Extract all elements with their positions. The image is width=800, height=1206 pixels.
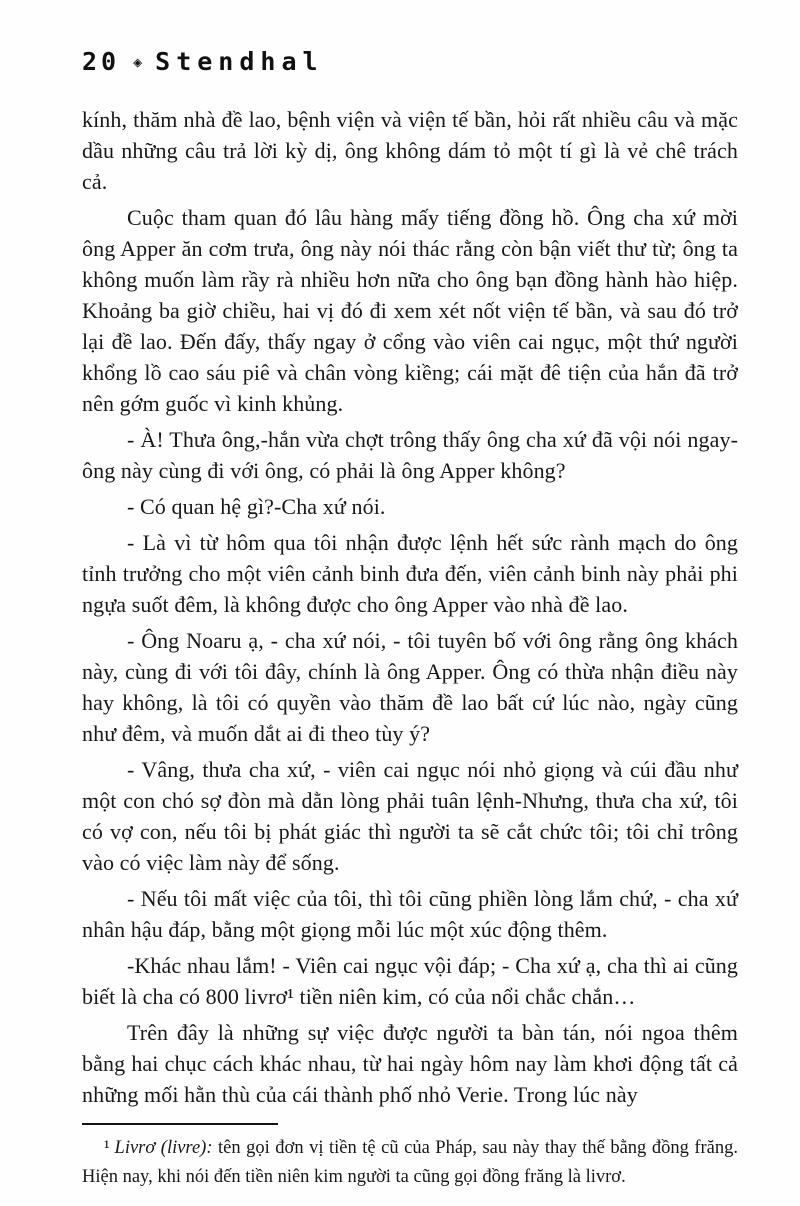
dialogue-paragraph: - Có quan hệ gì?-Cha xứ nói. <box>127 494 386 519</box>
footnote <box>82 1134 738 1191</box>
footnote-text: tên gọi đơn vị tiền tệ cũ của Pháp, sau này thay thế bằng đồng frăng. Hiện nay, khi nói đến tiền niên kim người ta cũng gọi đồng frăng là livrơ. <box>82 1138 738 1187</box>
paragraph-continuation: kính, thăm nhà đề lao, bệnh viện và viện tế bần, hỏi rất nhiều câu và mặc dầu những câu trả lời kỳ dị, ông không dám tỏ một tí gì là vẻ chê trách cả. <box>82 107 738 194</box>
footnote-section <box>82 1123 738 1191</box>
paragraph: Trên đây là những sự việc được người ta bàn tán, nói ngoa thêm bằng hai chục cách khác nhau, từ hai ngày hôm nay làm khơi động tất cả những mối hằn thù của cái thành phố nhỏ Verie. Trong lúc này <box>82 1020 738 1107</box>
dialogue-paragraph: - Vâng, thưa cha xứ, - viên cai ngục nói nhỏ giọng và cúi đầu như một con chó sợ đòn mà dằn lòng phải tuân lệnh-Nhưng, thưa cha xứ, tôi có vợ con, nếu tôi bị phát giác thì người ta sẽ cắt chức tôi; tôi chỉ trông vào có việc làm này để sống. <box>82 757 738 875</box>
footnote-separator <box>82 1123 278 1125</box>
page-body <box>82 104 738 1110</box>
dialogue-paragraph: - Ông Noaru ạ, - cha xứ nói, - tôi tuyên bố với ông rằng ông khách này, cùng đi với tôi đây, chính là ông Apper. Ông có thừa nhận điều này hay không, là tôi có quyền vào thăm đề lao bất cứ lúc nào, ngày cũng như đêm, và muốn dắt ai đi theo tùy ý? <box>82 628 738 746</box>
dialogue-paragraph: - À! Thưa ông,-hắn vừa chợt trông thấy ông cha xứ đã vội nói ngay-ông này cùng đi với ông, có phải là ông Apper không? <box>82 427 738 483</box>
dialogue-paragraph: -Khác nhau lắm! - Viên cai ngục vội đáp; - Cha xứ ạ, cha thì ai cũng biết là cha có 800 livrơ¹ tiền niên kim, có của nổi chắc chắn… <box>82 953 738 1009</box>
page-header <box>82 44 738 78</box>
page-number: 20 <box>82 46 121 76</box>
footnote-term: Livrơ (livre): <box>114 1138 213 1158</box>
footnote-marker: ¹ <box>104 1138 110 1158</box>
diamond-ornament-icon: ◈ <box>133 53 143 71</box>
dialogue-paragraph: - Là vì từ hôm qua tôi nhận được lệnh hết sức rành mạch do ông tỉnh trưởng cho một viên cảnh binh đưa đến, viên cảnh binh này phải phi ngựa suốt đêm, là không được cho ông Apper vào nhà đề lao. <box>82 530 738 617</box>
paragraph: Cuộc tham quan đó lâu hàng mấy tiếng đồng hồ. Ông cha xứ mời ông Apper ăn cơm trưa, ông này nói thác rằng còn bận viết thư từ; ông ta không muốn làm rầy rà nhiều hơn nữa cho ông bạn đồng hành hào hiệp. Khoảng ba giờ chiều, hai vị đó đi xem xét nốt viện tế bần, và sau đó trở lại đề lao. Đến đấy, thấy ngay ở cổng vào viên cai ngục, một thứ người khổng lồ cao sáu piê và chân vòng kiềng; cái mặt đê tiện của hắn đã trở nên gớm guốc vì kinh khủng. <box>82 205 738 416</box>
author-name: Stendhal <box>155 46 324 76</box>
dialogue-paragraph: - Nếu tôi mất việc của tôi, thì tôi cũng phiền lòng lắm chứ, - cha xứ nhân hậu đáp, bằng một giọng mỗi lúc một xúc động thêm. <box>82 886 738 942</box>
